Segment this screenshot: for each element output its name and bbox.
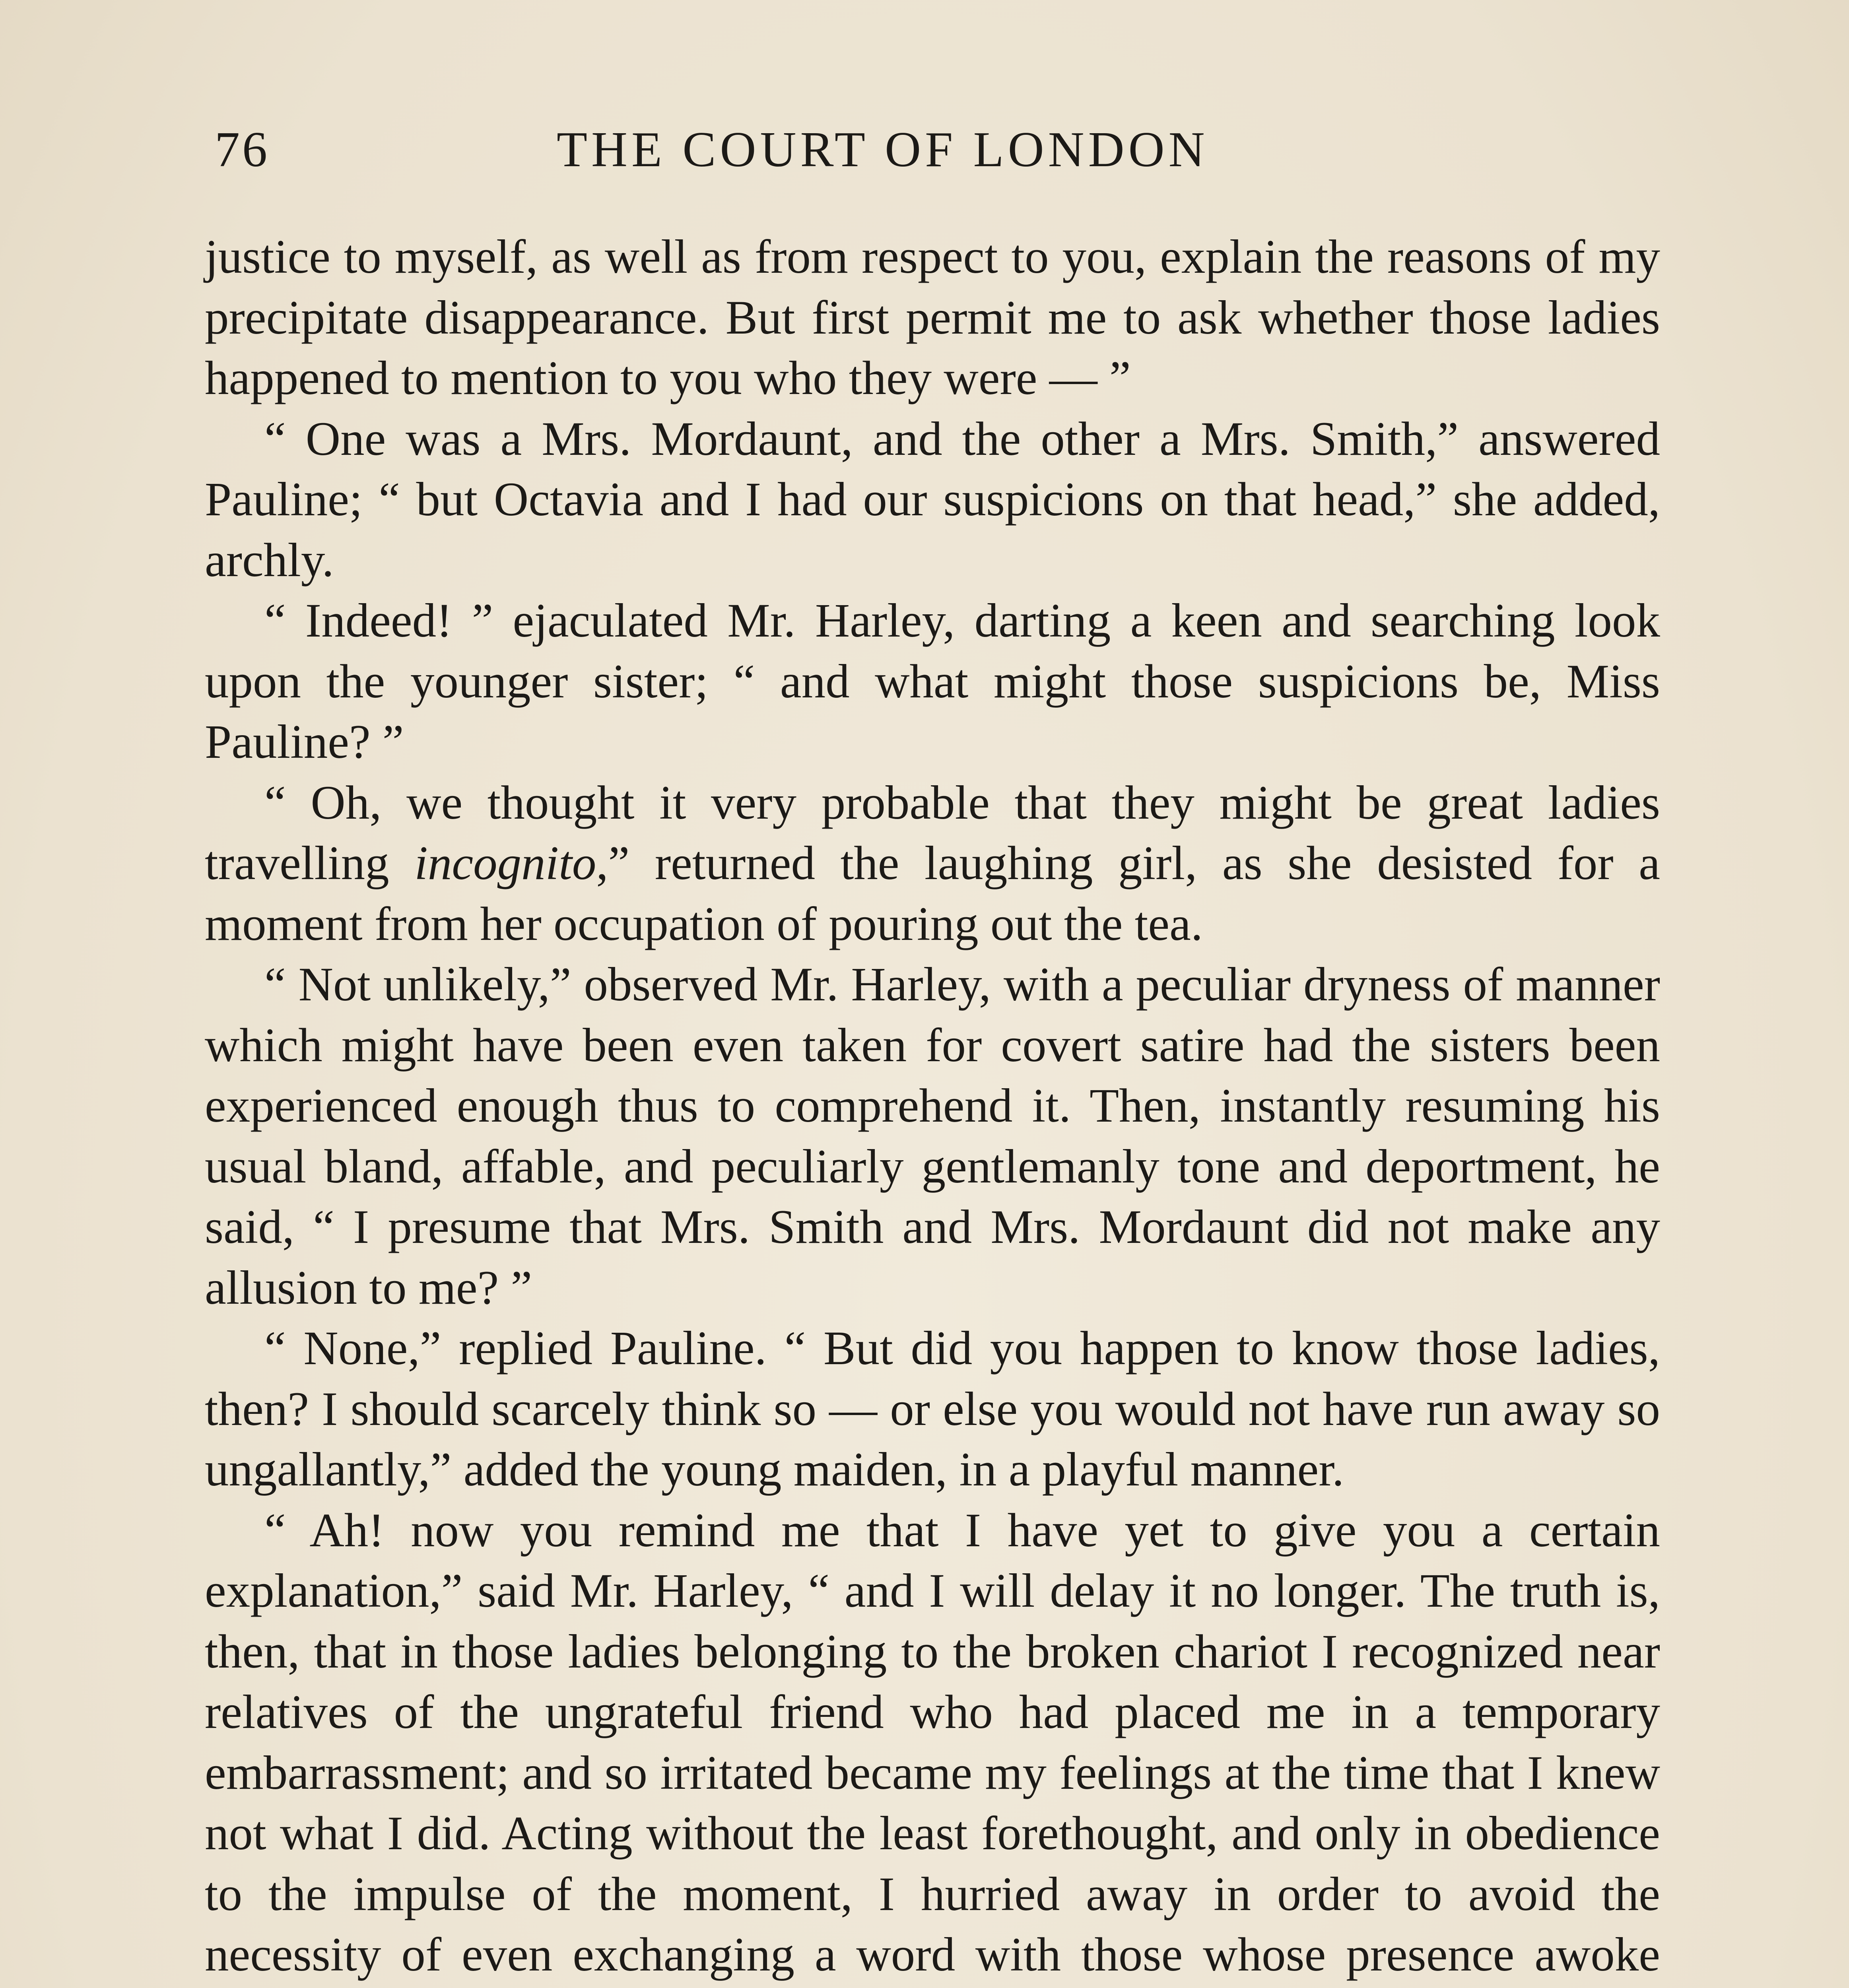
book-title: THE COURT OF LONDON	[557, 122, 1209, 177]
paragraph: justice to myself, as well as from respect to you, explain the reasons of my precipitate disappearance. But first permit me to ask whether those ladies happened to mention to you who they were — ”	[205, 230, 1660, 405]
page-number: 76	[215, 122, 270, 177]
paragraph: “ Ah! now you remind me that I have yet to give you a certain explanation,” said Mr. Harley, “ and I will delay it no longer. The truth is, then, that in those ladies belonging to the broken chariot I recognized near relatives of the ungrateful friend who had placed me in a temporary embarrassment; and so irritated became my feelings at the time that I knew not what I did. Acting without the least forethought, and only in obedience to the impulse of the moment, I hurried away in order to avoid the necessity of even exchanging a word with those whose presence awoke	[205, 1503, 1660, 1981]
paragraph: “ Not unlikely,” observed Mr. Harley, with a peculiar dryness of manner which might have been even taken for covert satire had the sisters been experienced enough thus to comprehend it. Then, instantly resuming his usual bland, affable, and peculiarly gentlemanly tone and deportment, he said, “ I presume that Mrs. Smith and Mrs. Mordaunt did not make any allusion to me? ”	[205, 958, 1660, 1314]
paragraph: “ None,” replied Pauline. “ But did you happen to know those ladies, then? I should scarcely think so — or else you would not have run away so ungallantly,” added the young maiden, in a playful manner.	[205, 1322, 1660, 1496]
body-text	[205, 227, 1660, 1988]
italic-word: incognito	[414, 837, 596, 890]
paragraph: “ Indeed! ” ejaculated Mr. Harley, darting a keen and searching look upon the younger sister; “ and what might those suspicions be, Miss Pauline? ”	[205, 594, 1660, 769]
paragraph: “ Oh, we thought it very probable that they might be great ladies travelling incognito,” returned the laughing girl, as she desisted for a moment from her occupation of pouring out the tea.	[205, 776, 1660, 951]
running-head	[215, 121, 1654, 197]
paragraph: “ One was a Mrs. Mordaunt, and the other a Mrs. Smith,” answered Pauline; “ but Octavia and I had our suspicions on that head,” she added, archly.	[205, 412, 1660, 587]
